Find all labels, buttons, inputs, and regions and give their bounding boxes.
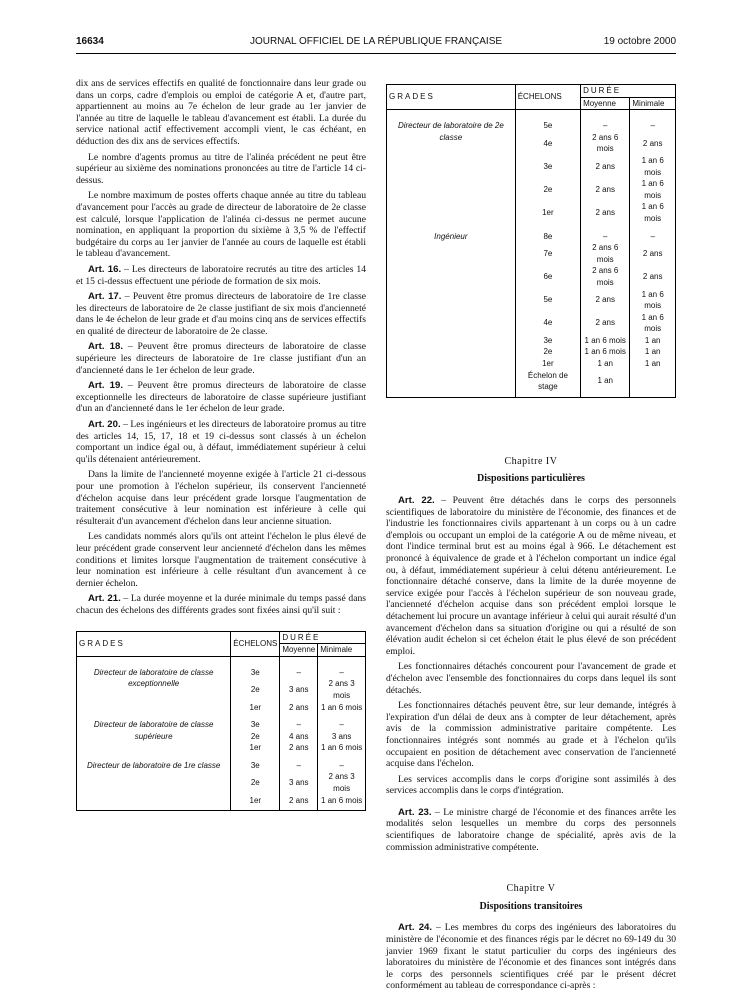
column-header-grades: GRADES <box>387 85 516 110</box>
article-title: Art. 24. <box>398 922 433 934</box>
minimale-cell: 2 ans 3 mois <box>318 771 366 794</box>
moyenne-cell: 4 ans <box>280 731 318 743</box>
moyenne-cell: – <box>581 225 630 243</box>
moyenne-cell: 3 ans <box>280 678 318 701</box>
table-row <box>77 656 366 678</box>
table-row <box>387 225 676 243</box>
publication-date: 19 octobre 2000 <box>603 36 676 47</box>
moyenne-cell: 2 ans 6 mois <box>581 132 630 155</box>
echelon-cell: 1er <box>231 702 280 714</box>
column-header-grades: GRADES <box>77 631 231 656</box>
echelon-cell: 3e <box>515 155 580 178</box>
moyenne-cell: 2 ans <box>280 742 318 754</box>
moyenne-cell: 2 ans <box>581 178 630 201</box>
echelon-cell: 1er <box>515 358 580 370</box>
journal-title: JOURNAL OFFICIEL DE LA RÉPUBLIQUE FRANÇAISE <box>249 36 503 47</box>
minimale-cell: 1 an 6 mois <box>318 795 366 807</box>
paragraph: dix ans de services effectifs en qualité de fonctionnaire dans leur grade ou dans un corps, cadre d'emplois ou emploi de catégorie A et, d'autre part, appartiennent au moins au 7e échelon de leur grade au 1er janvier de l'année au titre de laquelle le tableau d'avancement est établi. La durée du service national actif effectivement accompli vient, le cas échéant, en déduction des dix ans de services effectifs. <box>76 78 366 147</box>
article-title: Art. 21. <box>88 593 121 605</box>
article-title: Art. 17. <box>88 291 122 303</box>
column-header-moyenne: Moyenne <box>581 97 630 110</box>
article-21 <box>76 593 366 616</box>
page-number: 16634 <box>76 36 104 47</box>
spacer-cell <box>231 806 280 811</box>
header-rule <box>76 53 676 54</box>
article-18 <box>76 341 366 376</box>
moyenne-cell: 2 ans 6 mois <box>581 242 630 265</box>
minimale-cell: 1 an 6 mois <box>630 289 676 312</box>
minimale-cell: – <box>318 754 366 772</box>
minimale-cell: 2 ans <box>630 242 676 265</box>
paragraph: Les candidats nommés alors qu'ils ont atteint l'échelon le plus élevé de leur précédent grade conservent leur ancienneté d'échelon dans les mêmes conditions et limites lorsque l'augmentation de traitement consécutive à leur nomination est inférieure à celle résultant d'un avancement à ce dernier échelon. <box>76 531 366 589</box>
chapter-subtitle: Dispositions transitoires <box>479 900 583 912</box>
moyenne-cell: 2 ans <box>581 201 630 224</box>
moyenne-cell: – <box>280 754 318 772</box>
article-title: Art. 18. <box>88 341 123 353</box>
moyenne-cell: 2 ans <box>280 795 318 807</box>
spacer-cell <box>581 393 630 398</box>
paragraph: Dans la limite de l'ancienneté moyenne exigée à l'article 21 ci-dessous pour une promotion à l'échelon supérieur, ils conservent l'ancienneté d'échelon acquise dans leur précédent grade lorsque l'augmentation de traitement consécutive à leur nomination est inférieure à celle qui résulterait d'un avancement d'échelon dans leur ancienne situation. <box>76 469 366 527</box>
minimale-cell: 2 ans <box>630 132 676 155</box>
echelon-cell: 3e <box>515 335 580 347</box>
spacer-cell <box>515 393 580 398</box>
grade-cell: Directeur de laboratoire de classe exceptionnelle <box>77 656 231 713</box>
right-column <box>386 84 676 996</box>
paragraph: Les fonctionnaires détachés peuvent être, sur leur demande, intégrés à l'expiration d'un délai de deux ans à compter de leur détachement, après avis de la commission administrative paritaire compétente. Les fonctionnaires intégrés sont nommés au grade et à l'échelon qu'ils occupaient en position de détachement avec conservation de l'ancienneté acquise dans l'échelon. <box>386 700 676 770</box>
page-header <box>76 36 676 52</box>
column-header-moyenne: Moyenne <box>280 644 318 657</box>
paragraph: Le nombre d'agents promus au titre de l'alinéa précédent ne peut être supérieur au sixième des nominations prononcées au titre de l'article 14 ci-dessus. <box>76 151 366 186</box>
column-header-minimale: Minimale <box>630 97 676 110</box>
column-header-echelons: ÉCHELONS <box>231 631 280 656</box>
spacer-cell <box>387 393 516 398</box>
spacer-cell <box>318 806 366 811</box>
minimale-cell: 1 an 6 mois <box>630 312 676 335</box>
column-header-minimale: Minimale <box>318 644 366 657</box>
minimale-cell: 3 ans <box>318 731 366 743</box>
echelon-cell: 2e <box>515 178 580 201</box>
moyenne-cell: – <box>280 713 318 731</box>
spacer-cell <box>280 806 318 811</box>
spacer-cell <box>630 393 676 398</box>
duration-table-1 <box>76 631 366 812</box>
table-row <box>77 713 366 731</box>
minimale-cell <box>630 370 676 393</box>
moyenne-cell: 1 an <box>581 358 630 370</box>
article-text: – Les directeurs de laboratoire recrutés au titre des articles 14 et 15 ci-dessus effectuent une période de formation de six mois. <box>76 263 367 287</box>
minimale-cell: – <box>318 656 366 678</box>
table-row <box>387 110 676 132</box>
moyenne-cell: 1 an <box>581 370 630 393</box>
minimale-cell: – <box>630 225 676 243</box>
moyenne-cell: – <box>581 110 630 132</box>
echelon-cell: 8e <box>515 225 580 243</box>
paragraph: Les fonctionnaires détachés concourent pour l'avancement de grade et d'échelon avec l'ensemble des fonctionnaires du corps dans lequel ils sont détachés. <box>386 661 676 696</box>
article-20 <box>76 419 366 465</box>
minimale-cell: 1 an 6 mois <box>318 702 366 714</box>
duration-table-2 <box>386 84 676 398</box>
paragraph: Les services accomplis dans le corps d'origine sont assimilés à des services accomplis dans le corps d'intégration. <box>386 773 676 797</box>
article-24 <box>386 922 676 992</box>
moyenne-cell: 3 ans <box>280 771 318 794</box>
article-title: Art. 20. <box>88 419 121 431</box>
echelon-cell: 6e <box>515 265 580 288</box>
article-text: – Les ingénieurs et les directeurs de laboratoire promus au titre des articles 14, 15, 17, 18 et 19 ci-dessus sont classés à un échelon comportant un indice égal ou, à défaut, immédiatement supérieur à celui qu'ils détenaient antérieurement. <box>76 419 366 465</box>
article-16 <box>76 264 366 287</box>
moyenne-cell: 2 ans <box>581 312 630 335</box>
article-title: Art. 16. <box>88 263 122 275</box>
column-header-duree: DURÉE <box>280 631 366 644</box>
echelon-cell: 2e <box>515 346 580 358</box>
article-19 <box>76 380 366 415</box>
article-text: – Les membres du corps des ingénieurs des laboratoires du ministère de l'économie et des finances régis par le décret no 69-149 du 30 janvier 1969 fixant le statut particulier du corps des ingénieurs des laboratoires du ministère de l'économie et des finances sont intégrés dans le corps des personnels scientifiques créé par le présent décret conformément au tableau de correspondance ci-après : <box>386 922 676 992</box>
minimale-cell: – <box>630 110 676 132</box>
moyenne-cell: – <box>280 656 318 678</box>
moyenne-cell: 1 an 6 mois <box>581 335 630 347</box>
minimale-cell: 1 an <box>630 346 676 358</box>
article-text: – Peuvent être promus directeurs de laboratoire de classe exceptionnelle les directeurs de laboratoire de classe supérieure justifiant d'un an d'ancienneté dans le 1er échelon de leur grade. <box>76 380 367 415</box>
echelon-cell: 1er <box>231 742 280 754</box>
minimale-cell: 1 an 6 mois <box>630 155 676 178</box>
echelon-cell: 5e <box>515 289 580 312</box>
chapter-heading: Chapitre V <box>506 883 556 895</box>
echelon-cell: 2e <box>231 771 280 794</box>
table-row <box>77 754 366 772</box>
minimale-cell: 1 an <box>630 335 676 347</box>
left-column <box>76 78 366 811</box>
minimale-cell: – <box>318 713 366 731</box>
paragraph: Le nombre maximum de postes offerts chaque année au titre du tableau d'avancement pour l'accès au grade de directeur de laboratoire de 2e classe est calculé, lorsque l'application de l'alinéa ci-dessus ne permet aucune nomination, en appliquant la proportion du sixième à 3,5 % de l'effectif budgétaire du corps au 1er janvier de l'année au cours de laquelle est établi le tableau d'avancement. <box>76 190 366 260</box>
article-title: Art. 22. <box>398 495 435 507</box>
echelon-cell: 4e <box>515 132 580 155</box>
minimale-cell: 2 ans 3 mois <box>318 678 366 701</box>
echelon-cell: 2e <box>231 678 280 701</box>
echelon-cell: 3e <box>231 713 280 731</box>
echelon-cell: 1er <box>515 201 580 224</box>
minimale-cell: 1 an 6 mois <box>630 178 676 201</box>
minimale-cell: 1 an <box>630 358 676 370</box>
article-title: Art. 23. <box>398 806 432 818</box>
echelon-cell: 5e <box>515 110 580 132</box>
grade-cell: Directeur de laboratoire de classe supérieure <box>77 713 231 754</box>
chapter-subtitle: Dispositions particulières <box>477 473 585 485</box>
minimale-cell: 2 ans <box>630 265 676 288</box>
minimale-cell: 1 an 6 mois <box>318 742 366 754</box>
article-text: – Le ministre chargé de l'économie et des finances arrête les modalités selon lesquelles un membre du corps des personnels scientifiques de laboratoire change de spécialité, après avis de la commission administrative compétente. <box>386 806 676 853</box>
echelon-cell: 3e <box>231 754 280 772</box>
article-22 <box>386 495 676 657</box>
chapter-heading: Chapitre IV <box>504 455 558 467</box>
article-text: – Peuvent être promus directeurs de laboratoire de 1re classe les directeurs de laboratoire de 2e classe justifiant de six mois d'ancienneté dans le 4e échelon de leur grade et d'au moins cinq ans de services effectifs en qualité de directeur de laboratoire de 2e classe. <box>76 291 366 337</box>
grade-cell: Ingénieur <box>387 225 516 393</box>
echelon-cell: 2e <box>231 731 280 743</box>
moyenne-cell: 2 ans 6 mois <box>581 265 630 288</box>
moyenne-cell: 2 ans <box>581 155 630 178</box>
grade-cell: Directeur de laboratoire de 1re classe <box>77 754 231 806</box>
column-header-echelons: ÉCHELONS <box>515 85 580 110</box>
article-text: – Peuvent être promus directeurs de laboratoire de classe supérieure les directeurs de laboratoire de 1re classe justifiant d'un an d'ancienneté dans le 1er échelon de leur grade. <box>76 341 367 376</box>
minimale-cell: 1 an 6 mois <box>630 201 676 224</box>
spacer-cell <box>77 806 231 811</box>
echelon-cell: 1er <box>231 795 280 807</box>
echelon-cell: 7e <box>515 242 580 265</box>
grade-cell: Directeur de laboratoire de 2e classe <box>387 110 516 225</box>
moyenne-cell: 2 ans <box>581 289 630 312</box>
article-17 <box>76 291 366 337</box>
moyenne-cell: 1 an 6 mois <box>581 346 630 358</box>
column-header-duree: DURÉE <box>581 85 676 98</box>
article-text: – Peuvent être détachés dans le corps des personnels scientifiques de laboratoire du ministère de l'économie, des finances et de l'industrie les fonctionnaires civils appartenant à un corps ou à un cadre d'emplois ou occupant un emploi de la catégorie A ou de même niveau, et dont l'indice terminal brut est au moins égal à 966. Le détachement est prononcé à équivalence de grade et à l'échelon comportant un indice égal ou, à défaut, immédiatement supérieur à celui détenu antérieurement. Le fonctionnaire détaché conserve, dans la limite de la durée moyenne de service exigée pour l'accès à l'échelon supérieur de son nouveau grade, l'ancienneté d'échelon acquise dans son précédent emploi lorsque le détachement lui procure un avantage inférieur à celui qui aurait résulté d'un avancement d'échelon dans sa situation d'origine ou qui a résulté de son élévation audit échelon si cet échelon était le plus élevé de son précédent emploi. <box>386 495 676 657</box>
article-text: – La durée moyenne et la durée minimale du temps passé dans chacun des échelons des différents grades sont fixées ainsi qu'il suit : <box>76 593 366 616</box>
echelon-cell: 3e <box>231 656 280 678</box>
article-title: Art. 19. <box>88 380 123 392</box>
echelon-cell: Échelon de stage <box>515 370 580 393</box>
echelon-cell: 4e <box>515 312 580 335</box>
moyenne-cell: 2 ans <box>280 702 318 714</box>
article-23 <box>386 807 676 853</box>
